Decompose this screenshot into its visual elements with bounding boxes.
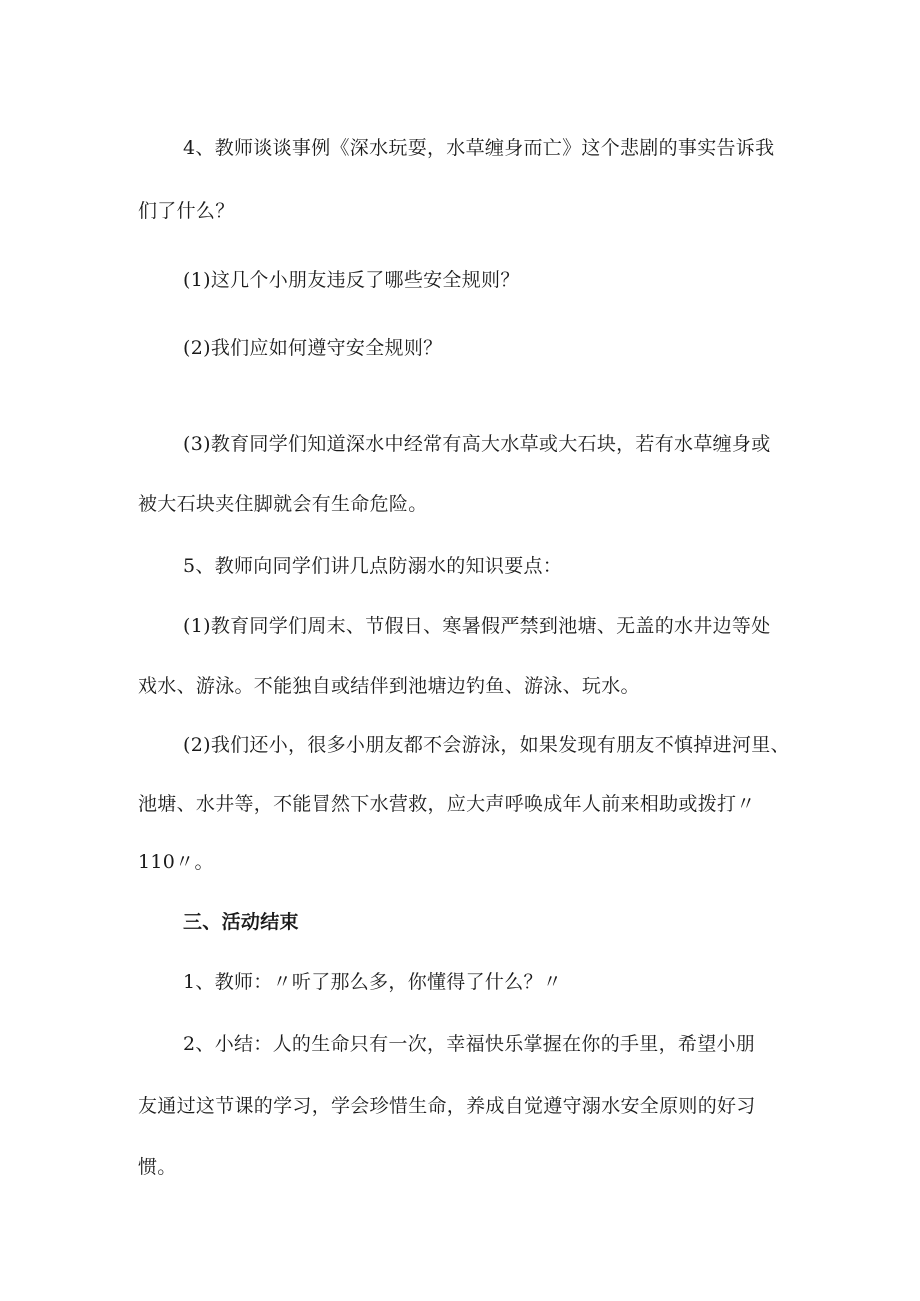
paragraph-5-line: 5、教师向同学们讲几点防溺水的知识要点： — [183, 555, 563, 577]
summary-line-1: 2、小结：人的生命只有一次，幸福快乐掌握在你的手里，希望小朋 — [183, 1033, 756, 1055]
item-5-2-line-2: 池塘、水井等，不能冒然下水营救，应大声呼唤成年人前来相助或拨打〃 — [138, 793, 756, 815]
item-5-2-line-1: (2)我们还小，很多小朋友都不会游泳，如果发现有朋友不慎掉进河里、 — [183, 734, 790, 756]
item-2-line: (2)我们应如何遵守安全规则？ — [183, 337, 443, 359]
item-1-line: (1)这几个小朋友违反了哪些安全规则？ — [183, 269, 520, 291]
section-heading: 三、活动结束 — [183, 911, 299, 933]
item-3-line-2: 被大石块夹住脚就会有生命危险。 — [138, 493, 428, 515]
summary-line-2: 友通过这节课的学习，学会珍惜生命，养成自觉遵守溺水安全原则的好习 — [138, 1095, 756, 1117]
item-3-line-1: (3)教育同学们知道深水中经常有高大水草或大石块，若有水草缠身或 — [183, 433, 771, 455]
paragraph-4-line-2: 们了什么？ — [138, 200, 235, 222]
item-5-1-line-1: (1)教育同学们周末、节假日、寒暑假严禁到池塘、无盖的水井边等处 — [183, 615, 771, 637]
conclusion-1-line: 1、教师：〃听了那么多，你懂得了什么？〃 — [183, 971, 563, 993]
item-5-1-line-2: 戏水、游泳。不能独自或结伴到池塘边钓鱼、游泳、玩水。 — [138, 675, 640, 697]
summary-line-3: 惯。 — [138, 1156, 177, 1178]
paragraph-4-line-1: 4、教师谈谈事例《深水玩耍，水草缠身而亡》这个悲剧的事实告诉我 — [183, 137, 775, 159]
item-5-2-line-3: 110〃。 — [138, 851, 214, 873]
